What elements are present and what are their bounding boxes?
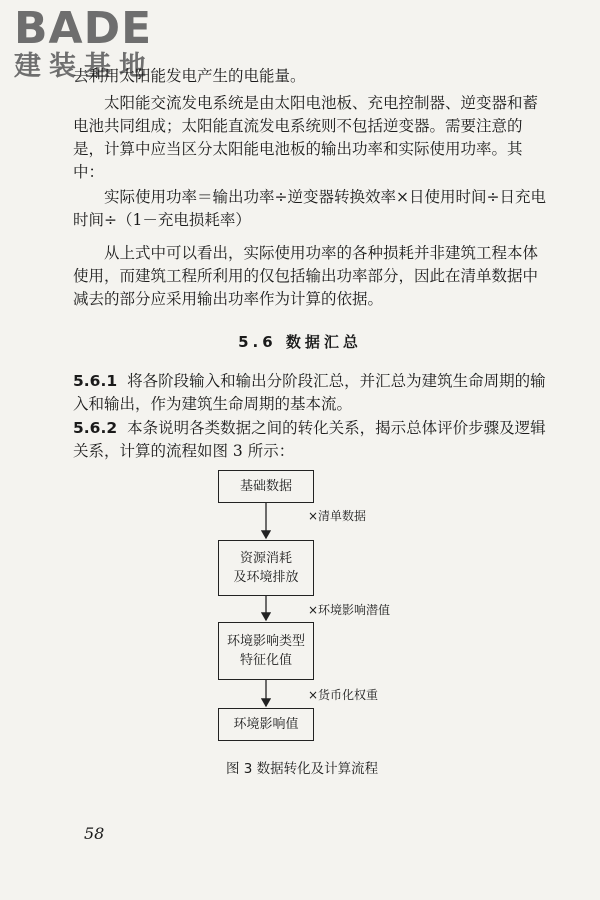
clause-text: 本条说明各类数据之间的转化关系，揭示总体评价步骤及逻辑关系，计算的流程如图 3 所示： bbox=[73, 419, 546, 460]
flow-box-characterization: 环境影响类型 特征化值 bbox=[218, 622, 314, 680]
flow-box-resource-emission: 资源消耗 及环境排放 bbox=[218, 540, 314, 596]
flow-label-monetary-weight: ×货币化权重 bbox=[308, 688, 379, 702]
paragraph-solar-systems: 太阳能交流发电系统是由太阳电池板、充电控制器、逆变器和蓄电池共同组成；太阳能直流发电系统则不包括逆变器。需要注意的是，计算中应当区分太阳能电池板的输出功率和实际使用功率。其中： bbox=[73, 94, 539, 181]
figure-caption: 图 3 数据转化及计算流程 bbox=[226, 761, 379, 777]
flow-box-base-data: 基础数据 bbox=[218, 470, 314, 503]
flow-label-impact-potential: ×环境影响潜值 bbox=[308, 603, 391, 617]
section-heading: 5.6 数据汇总 bbox=[238, 333, 362, 351]
clause-text: 将各阶段输入和输出分阶段汇总，并汇总为建筑生命周期的输入和输出，作为建筑生命周期的基本流。 bbox=[73, 372, 546, 413]
watermark-subtitle: 建装基地 bbox=[14, 51, 154, 82]
clause-number: 5.6.2 bbox=[73, 419, 118, 437]
continuation-line: 去利用太阳能发电产生的电能量。 bbox=[73, 67, 306, 85]
paragraph-conclusion: 从上式中可以看出，实际使用功率的各种损耗并非建筑工程本体使用，而建筑工程所利用的仅包括输出功率部分，因此在清单数据中减去的部分应采用输出功率作为计算的依据。 bbox=[73, 244, 539, 308]
formula-paragraph: 实际使用功率＝输出功率÷逆变器转换效率×日使用时间÷日充电时间÷（1－充电损耗率） bbox=[73, 188, 546, 229]
flow-box-impact-value: 环境影响值 bbox=[218, 708, 314, 741]
page-number: 58 bbox=[84, 824, 105, 843]
watermark-brand: BADE bbox=[14, 3, 153, 54]
clause-number: 5.6.1 bbox=[73, 372, 118, 390]
flow-label-inventory: ×清单数据 bbox=[308, 509, 367, 523]
